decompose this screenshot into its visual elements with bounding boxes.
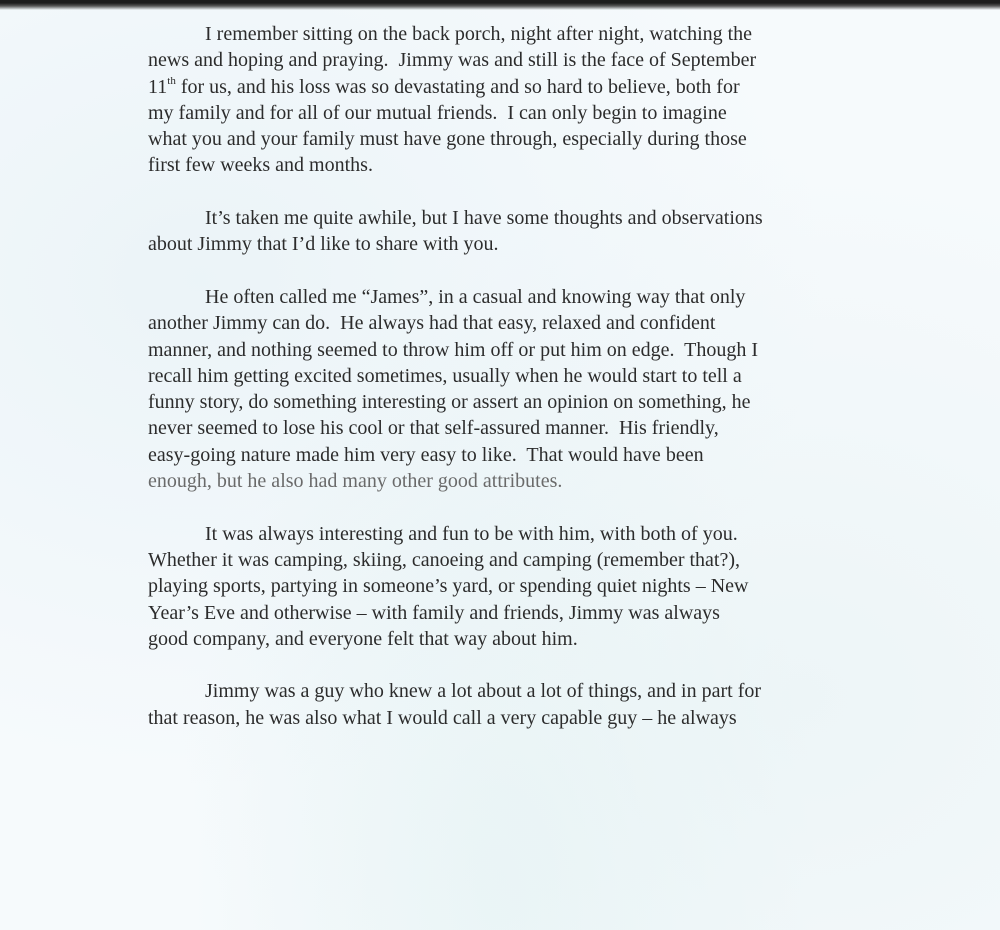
text-line: my family and for all of our mutual friends. I can only begin to imagine xyxy=(148,101,727,124)
text-line: recall him getting excited sometimes, usually when he would start to tell a xyxy=(148,364,742,387)
text-line xyxy=(148,74,868,100)
paragraph-spacer xyxy=(148,494,868,520)
text-line: It was always interesting and fun to be with him, with both of you. xyxy=(205,522,738,545)
text-line: It’s taken me quite awhile, but I have some thoughts and observations xyxy=(205,207,763,230)
text-line: manner, and nothing seemed to throw him off or put him on edge. Though I xyxy=(148,338,759,361)
paragraph-spacer xyxy=(148,652,868,678)
date-number: 11 xyxy=(148,75,168,98)
paragraph-5 xyxy=(148,678,868,731)
text-line: what you and your family must have gone through, especially during those xyxy=(148,128,747,151)
text-line: Jimmy was a guy who knew a lot about a lot of things, and in part for xyxy=(205,680,762,703)
paragraph-4 xyxy=(148,521,868,652)
text-line-faded: enough, but he also had many other good attributes. xyxy=(148,470,563,493)
paragraph-2 xyxy=(148,205,868,258)
text-line: Year’s Eve and otherwise – with family and friends, Jimmy was always xyxy=(148,601,720,624)
text-line: never seemed to lose his cool or that self-assured manner. His friendly, xyxy=(148,417,719,440)
text-line: about Jimmy that I’d like to share with you. xyxy=(148,233,499,256)
paragraph-3 xyxy=(148,284,868,494)
text-line: news and hoping and praying. Jimmy was and still is the face of September xyxy=(148,49,757,72)
letter-body xyxy=(148,21,868,731)
paragraph-spacer xyxy=(148,179,868,205)
text-line: first few weeks and months. xyxy=(148,154,373,177)
text-line: funny story, do something interesting or assert an opinion on something, he xyxy=(148,391,751,414)
date-ordinal-suffix: th xyxy=(167,74,176,87)
text-line: that reason, he was also what I would call a very capable guy – he always xyxy=(148,706,737,729)
text-line: He often called me “James”, in a casual and knowing way that only xyxy=(205,285,746,308)
paragraph-spacer xyxy=(148,258,868,284)
paragraph-1 xyxy=(148,21,868,179)
text-line: Whether it was camping, skiing, canoeing and camping (remember that?), xyxy=(148,548,741,571)
text-line: another Jimmy can do. He always had that easy, relaxed and confident xyxy=(148,312,716,335)
text-line: playing sports, partying in someone’s yard, or spending quiet nights – New xyxy=(148,575,749,598)
text-line: good company, and everyone felt that way about him. xyxy=(148,627,578,650)
text-line: I remember sitting on the back porch, night after night, watching the xyxy=(205,23,753,45)
scanner-top-edge xyxy=(0,0,1000,10)
text-line-remainder: for us, and his loss was so devastating and so hard to believe, both for xyxy=(180,75,740,98)
text-line: easy-going nature made him very easy to like. That would have been xyxy=(148,443,704,466)
